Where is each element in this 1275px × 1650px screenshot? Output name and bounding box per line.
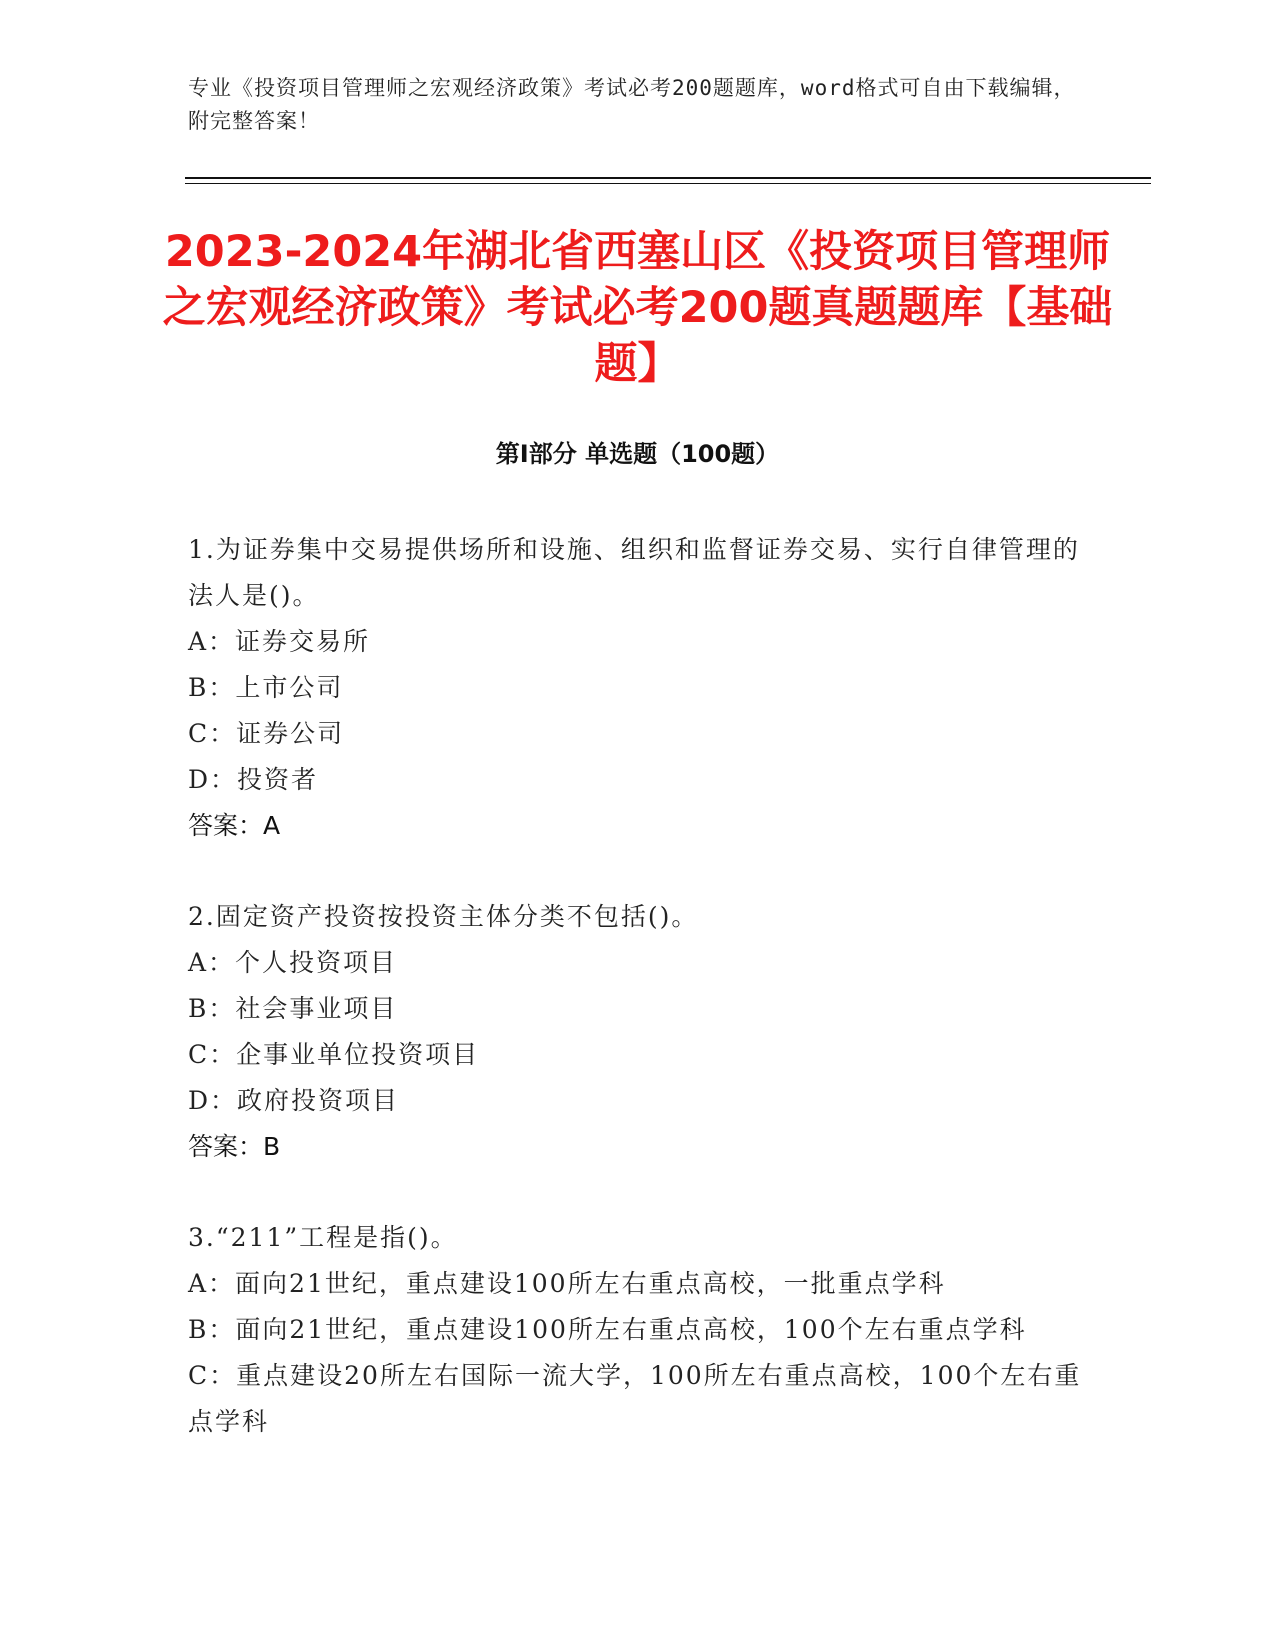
option-a: A：个人投资项目: [188, 948, 398, 977]
option-c: C：企事业单位投资项目: [188, 1040, 480, 1069]
question-list: [188, 527, 1088, 1490]
option-d: D：政府投资项目: [188, 1086, 400, 1115]
question-stem: 3.“211”工程是指()。: [188, 1223, 458, 1252]
option-b: B：面向21世纪，重点建设100所左右重点高校，100个左右重点学科: [188, 1315, 1027, 1344]
question-2: [188, 894, 1088, 1170]
section-heading: 第I部分 单选题（100题）: [495, 440, 780, 468]
question-1: [188, 527, 1088, 849]
answer-line: 答案：A: [188, 811, 281, 840]
option-a: A：面向21世纪，重点建设100所左右重点高校，一批重点学科: [188, 1269, 946, 1298]
question-stem: 1.为证券集中交易提供场所和设施、组织和监督证券交易、实行自律管理的法人是()。: [188, 535, 1080, 610]
option-d: D：投资者: [188, 765, 319, 794]
option-c: C：证券公司: [188, 719, 345, 748]
answer-line: 答案：B: [188, 1132, 281, 1161]
option-a: A：证券交易所: [188, 627, 371, 656]
option-b: B：上市公司: [188, 673, 344, 702]
header-note: 专业《投资项目管理师之宏观经济政策》考试必考200题题库，word格式可自由下载编辑，附完整答案！: [188, 76, 1076, 133]
header-divider-thin: [185, 183, 1151, 184]
header-divider-thick: [185, 177, 1151, 179]
document-title: 2023-2024年湖北省西塞山区《投资项目管理师之宏观经济政策》考试必考200题真题题库【基础题】: [162, 227, 1113, 389]
option-c: C：重点建设20所左右国际一流大学，100所左右重点高校，100个左右重点学科: [188, 1361, 1082, 1436]
question-3: [188, 1215, 1088, 1445]
option-b: B：社会事业项目: [188, 994, 398, 1023]
question-stem: 2.固定资产投资按投资主体分类不包括()。: [188, 902, 699, 931]
